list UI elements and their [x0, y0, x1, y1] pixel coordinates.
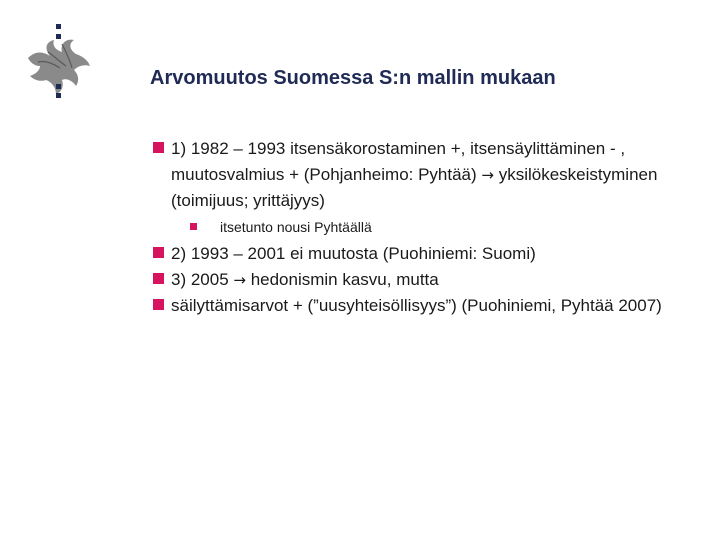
- bullet-list: [153, 136, 713, 319]
- square-bullet-icon: [153, 247, 164, 258]
- bullet-text: 1) 1982 – 1993 itsensäkorostaminen +, itsensäylittäminen - , muutosvalmius + (Pohjanheimo: Pyhtää) → yksilökeskeistyminen (toimijuus; yrittäjyys): [171, 139, 658, 210]
- bullet-item-2: [153, 241, 713, 267]
- sub-bullet-item: [153, 216, 713, 238]
- square-bullet-icon: [153, 273, 164, 284]
- bullet-text: 2) 1993 – 2001 ei muutosta (Puohiniemi: Suomi): [171, 244, 536, 263]
- bullet-item-3: [153, 267, 713, 293]
- bullet-text: säilyttämisarvot + (”uusyhteisöllisyys”) (Puohiniemi, Pyhtää 2007): [171, 296, 662, 315]
- right-arrow-icon: →: [481, 166, 494, 184]
- right-arrow-icon: →: [233, 271, 246, 289]
- sub-bullet-text: itsetunto nousi Pyhtäällä: [220, 219, 372, 235]
- slide-title: Arvomuutos Suomessa S:n mallin mukaan: [150, 67, 556, 89]
- bullet-text: 3) 2005 → hedonismin kasvu, mutta: [171, 267, 713, 293]
- square-bullet-icon: [153, 142, 164, 153]
- square-bullet-icon: [153, 299, 164, 310]
- university-of-helsinki-flame-logo-icon: [22, 22, 94, 100]
- bullet-item-4: [153, 293, 713, 319]
- bullet-item-1: [153, 136, 713, 214]
- square-bullet-icon: [190, 223, 197, 230]
